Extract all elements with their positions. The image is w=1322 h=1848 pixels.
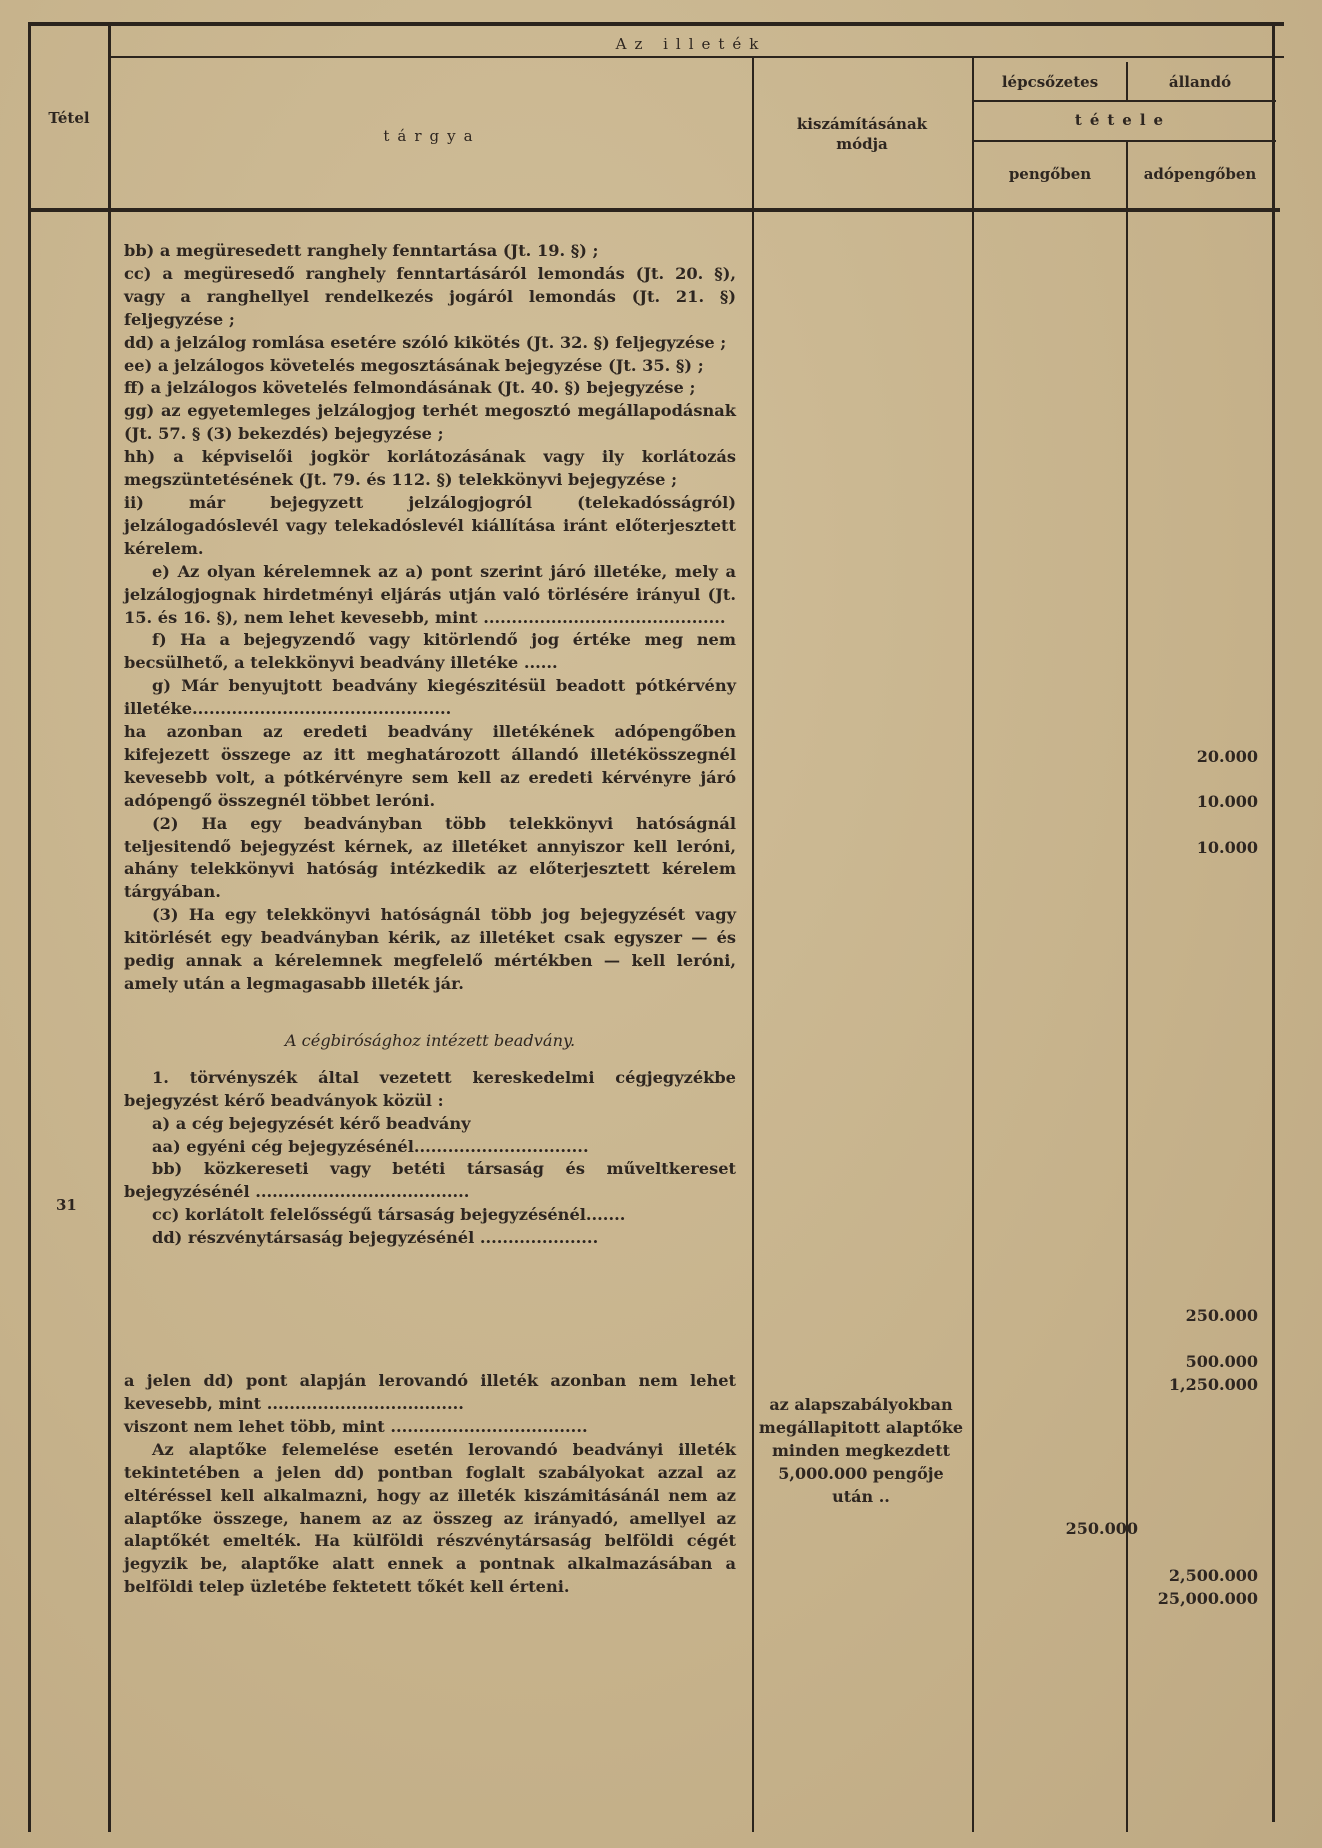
line-g-note: ha azonban az eredeti beadvány illetékének adópengőben kifejezett összege az itt meghatározott állandó illetékösszegnél kevesebb volt, a pótkérvényre sem kell az eredeti kérvényre járó adópengő összegnél többet leróni. <box>124 722 736 810</box>
header-kiszamitas: kiszámításának módja <box>796 115 928 153</box>
line-gg: gg) az egyetemleges jelzálogjog terhét megosztó megállapodásnak (Jt. 57. § (3) bekezdés) bejegyzése ; <box>124 401 736 444</box>
header-title-rule <box>110 56 1284 58</box>
header-bottom-rule <box>30 208 1280 212</box>
col-tetel-border <box>108 26 111 1832</box>
body-text <box>124 240 736 1599</box>
line-max: viszont nem lehet több, mint ................................... <box>124 1416 588 1436</box>
header-pengoben: pengőben <box>1008 165 1092 183</box>
line-e: e) Az olyan kérelemnek az a) pont szerint járó illetéke, mely a jelzálogjognak hirdetményi eljárás utján való törlésére irányul (Jt. 15. és 16. §), nem lehet kevesebb, mint ........................................... <box>124 561 736 627</box>
header-lepcsozetes: lépcsőzetes <box>1001 73 1099 91</box>
amount-bb: 500.000 <box>1185 1352 1258 1371</box>
header-allando: állandó <box>1168 73 1232 91</box>
amount-f: 10.000 <box>1196 792 1258 811</box>
line-bb: bb) a megüresedett ranghely fenntartása (Jt. 19. §) ; <box>124 241 599 260</box>
frame-left <box>28 22 31 1832</box>
line-para2: (2) Ha egy beadványban több telekkönyvi hatóságnál teljesitendő bejegyzést kérnek, az illetéket annyiszor kell leróni, ahány telekkönyvi hatóság intézkedik az előterjesztett kérelem tárgyában. <box>124 813 736 902</box>
frame-top <box>28 22 1284 26</box>
side-note: az alapszabályokban megállapitott alaptőke minden megkezdett 5,000.000 pengője után .. <box>758 1395 964 1506</box>
col-targya-border <box>752 58 754 1832</box>
header-adopengoben: adópengőben <box>1143 165 1257 183</box>
header-tetele-rule <box>974 140 1276 142</box>
header-lepcso-rule <box>974 100 1276 102</box>
header-title: Az illeték <box>615 35 767 53</box>
line-min: a jelen dd) pont alapján lerovandó illeték azonban nem lehet kevesebb, mint ................................... <box>124 1371 736 1413</box>
line-1: 1. törvényszék által vezetett kereskedelmi cégjegyzékbe bejegyzést kérő beadványok közül : <box>124 1067 736 1110</box>
line-ff: ff) a jelzálogos követelés felmondásának (Jt. 40. §) bejegyzése ; <box>124 378 696 398</box>
line-g: g) Már benyujtott beadvány kiegészitésül beadott pótkérvény illetéke.............................................. <box>124 676 736 719</box>
line-dd2: dd) részvénytársaság bejegyzésénél ..................... <box>152 1228 599 1248</box>
amount-min: 2,500.000 <box>1168 1566 1258 1585</box>
amount-g: 10.000 <box>1196 838 1258 857</box>
section-heading: A cégbirósághoz intézett beadvány. <box>284 1030 576 1050</box>
line-ee: ee) a jelzálogos követelés megosztásának bejegyzése (Jt. 35. §) ; <box>124 355 704 375</box>
amount-e: 20.000 <box>1196 747 1258 766</box>
line-bb2: bb) közkereseti vagy betéti társaság és műveltkereset bejegyzésénél ...................................... <box>124 1159 736 1202</box>
line-aa: aa) egyéni cég bejegyzésénél............................... <box>152 1136 589 1156</box>
amount-aa: 250.000 <box>1185 1306 1258 1325</box>
header-tetel: Tétel <box>48 109 90 127</box>
line-cc2: cc) korlátolt felelősségű társaság bejegyzésénél....... <box>152 1205 626 1225</box>
line-alaptoke: Az alaptőke felemelése esetén lerovandó beadványi illeték tekintetében a jelen dd) pontban foglalt szabályokat azzal az eltéréssel kell alkalmazni, hogy az illeték kiszámitásánál nem az alaptőke összege, hanem az az összeg az irányadó, amellyel az alaptőkét emelték. Ha külföldi részvénytársaság belföldi cégét jegyzik be, alaptőke alatt ennek a pontnak alkalmazásában a belföldi telep üzletébe fektetett tőkét kell érteni. <box>124 1439 736 1597</box>
frame-right <box>1272 22 1275 1822</box>
header-targya: tárgya <box>383 127 481 145</box>
line-f: f) Ha a bejegyzendő vagy kitörlendő jog értéke meg nem becsülhető, a telekkönyvi beadvány illetéke ...... <box>124 630 736 673</box>
line-ii: ii) már bejegyzett jelzálogjogról (telekadósságról) jelzálogadóslevél vagy telekadóslevél kiállítása iránt előterjesztett kérelem. <box>124 492 736 558</box>
header-tetele: tétele <box>1074 111 1172 129</box>
amount-cc: 1,250.000 <box>1168 1375 1258 1394</box>
line-dd: dd) a jelzálog romlása esetére szóló kikötés (Jt. 32. §) feljegyzése ; <box>124 332 727 352</box>
line-hh: hh) a képviselői jogkör korlátozásának vagy ily korlátozás megszüntetésének (Jt. 79. és 112. §) telekkönyvi bejegyzése ; <box>124 447 736 490</box>
amount-max: 25,000.000 <box>1157 1589 1258 1608</box>
line-cc: cc) a megüresedő ranghely fenntartásáról lemondás (Jt. 20. §), vagy a ranghellyel rendelkezés jogáról lemondás (Jt. 21. §) feljegyzése ; <box>124 263 736 329</box>
amount-dd-lepcsozetes: 250.000 <box>1065 1519 1138 1538</box>
col-kiszamitas-border <box>972 58 974 1832</box>
tetel-number: 31 <box>56 1196 77 1214</box>
line-a: a) a cég bejegyzését kérő beadvány <box>152 1113 471 1133</box>
line-para3: (3) Ha egy telekkönyvi hatóságnál több jog bejegyzését vagy kitörlését egy beadványban kérik, az illetéket csak egyszer — és pedig annak a kérelemnek megfelelő mértékben — kell leróni, amely után a legmagasabb illeték jár. <box>124 905 736 993</box>
